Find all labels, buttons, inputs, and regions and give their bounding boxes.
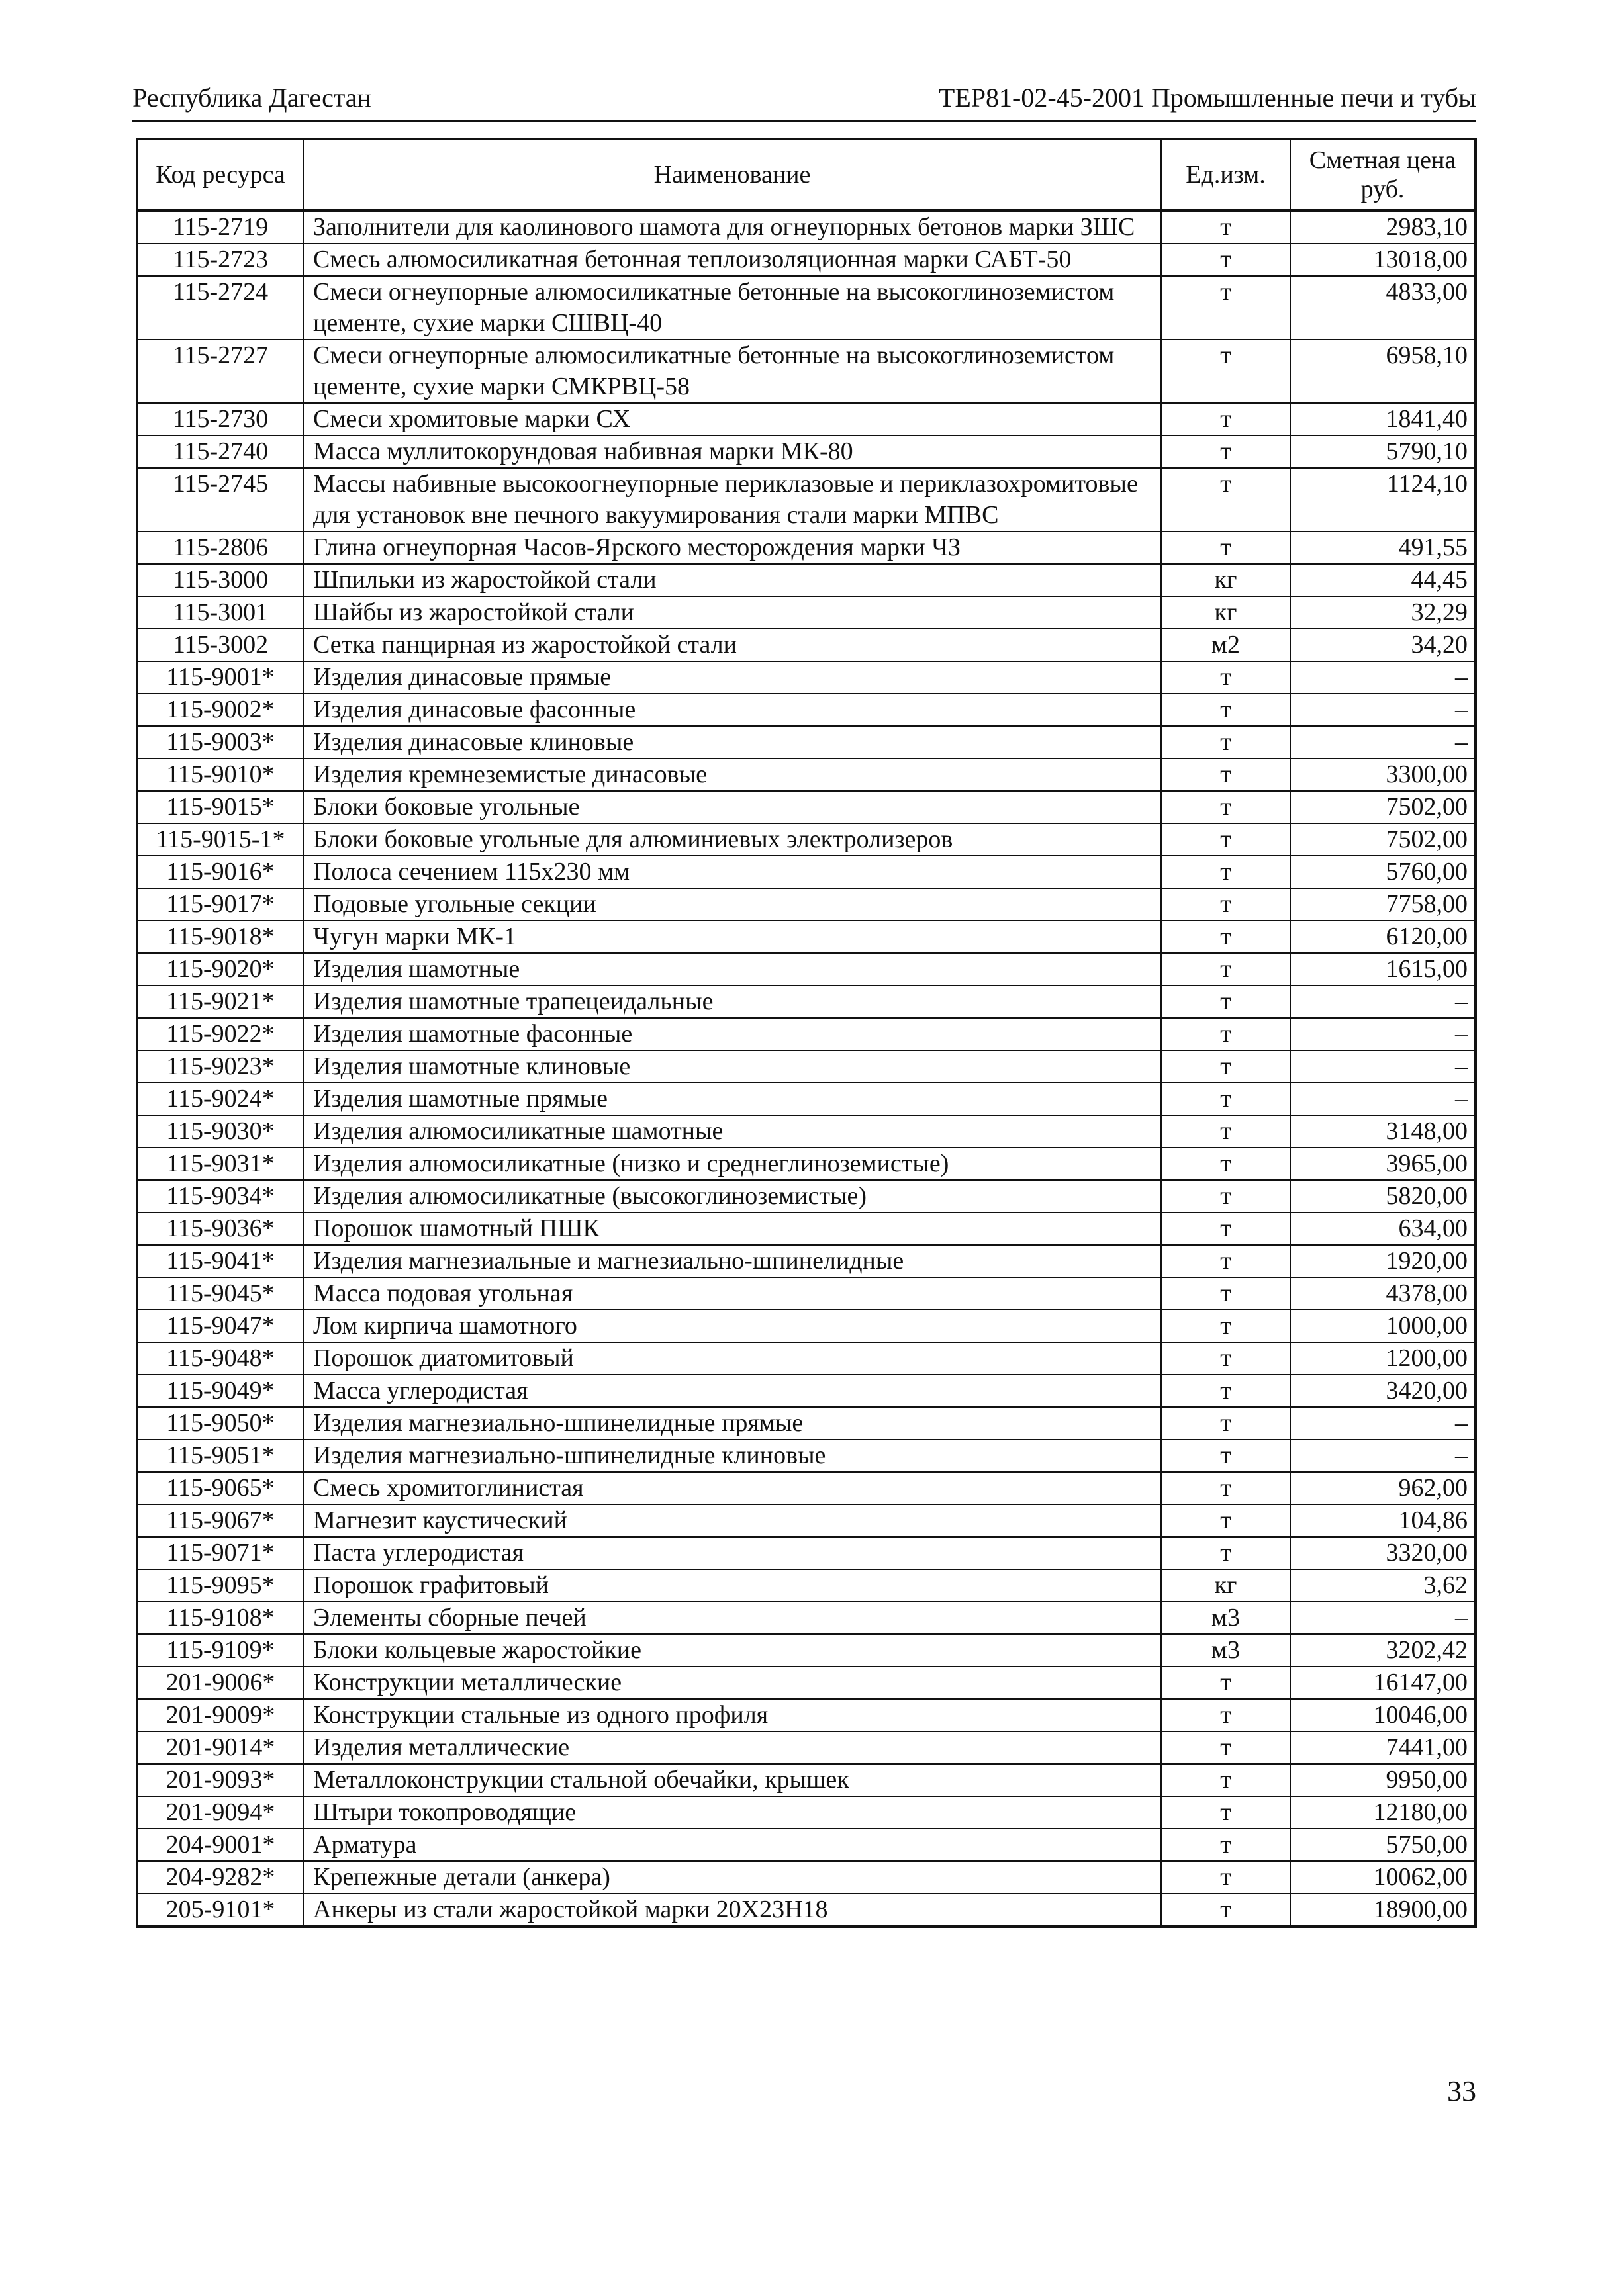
cell-price: 1615,00 bbox=[1290, 953, 1476, 986]
cell-name: Изделия динасовые фасонные bbox=[303, 694, 1161, 726]
cell-name: Глина огнеупорная Часов-Ярского месторождения марки ЧЗ bbox=[303, 531, 1161, 564]
cell-code: 115-2719 bbox=[137, 210, 303, 244]
table-row bbox=[137, 986, 1476, 1018]
cell-unit: т bbox=[1161, 823, 1290, 856]
cell-code: 115-9095* bbox=[137, 1569, 303, 1602]
cell-name: Подовые угольные секции bbox=[303, 888, 1161, 921]
table-row bbox=[137, 564, 1476, 596]
table-row bbox=[137, 1537, 1476, 1569]
cell-unit: т bbox=[1161, 1342, 1290, 1375]
cell-price: 16147,00 bbox=[1290, 1667, 1476, 1699]
cell-price: 18900,00 bbox=[1290, 1894, 1476, 1927]
cell-name: Блоки кольцевые жаростойкие bbox=[303, 1634, 1161, 1667]
cell-name: Чугун марки МК-1 bbox=[303, 921, 1161, 953]
cell-code: 115-9031* bbox=[137, 1148, 303, 1180]
cell-price: 32,29 bbox=[1290, 596, 1476, 629]
cell-unit: т bbox=[1161, 436, 1290, 468]
table-row bbox=[137, 1504, 1476, 1537]
cell-code: 115-9048* bbox=[137, 1342, 303, 1375]
table-row bbox=[137, 1407, 1476, 1440]
cell-code: 115-2723 bbox=[137, 244, 303, 276]
table-row bbox=[137, 1310, 1476, 1342]
table-row bbox=[137, 340, 1476, 403]
table-row bbox=[137, 210, 1476, 244]
cell-unit: м3 bbox=[1161, 1602, 1290, 1634]
cell-price: 6120,00 bbox=[1290, 921, 1476, 953]
table-row bbox=[137, 596, 1476, 629]
table-row bbox=[137, 1472, 1476, 1504]
cell-price: 3965,00 bbox=[1290, 1148, 1476, 1180]
table-row bbox=[137, 1602, 1476, 1634]
cell-unit: т bbox=[1161, 1018, 1290, 1050]
cell-code: 115-2730 bbox=[137, 403, 303, 436]
cell-price: 10046,00 bbox=[1290, 1699, 1476, 1731]
cell-unit: м3 bbox=[1161, 1634, 1290, 1667]
cell-unit: т bbox=[1161, 1829, 1290, 1861]
cell-code: 115-9036* bbox=[137, 1213, 303, 1245]
table-row bbox=[137, 403, 1476, 436]
cell-name: Смесь хромитоглинистая bbox=[303, 1472, 1161, 1504]
cell-name: Крепежные детали (анкера) bbox=[303, 1861, 1161, 1894]
cell-price: 1841,40 bbox=[1290, 403, 1476, 436]
cell-name: Паста углеродистая bbox=[303, 1537, 1161, 1569]
cell-unit: т bbox=[1161, 1537, 1290, 1569]
table-row bbox=[137, 1180, 1476, 1213]
cell-name: Смеси огнеупорные алюмосиликатные бетонные на высокоглиноземистом цементе, сухие марки СМКРВЦ-58 bbox=[303, 340, 1161, 403]
table-row bbox=[137, 1796, 1476, 1829]
table-row bbox=[137, 1018, 1476, 1050]
cell-name: Конструкции металлические bbox=[303, 1667, 1161, 1699]
cell-code: 115-9015-1* bbox=[137, 823, 303, 856]
column-header-name: Наименование bbox=[303, 139, 1161, 210]
cell-price: – bbox=[1290, 694, 1476, 726]
cell-name: Изделия шамотные фасонные bbox=[303, 1018, 1161, 1050]
header-region: Республика Дагестан bbox=[132, 83, 371, 113]
cell-name: Заполнители для каолинового шамота для огнеупорных бетонов марки ЗШС bbox=[303, 210, 1161, 244]
cell-code: 115-9051* bbox=[137, 1440, 303, 1472]
cell-code: 201-9094* bbox=[137, 1796, 303, 1829]
cell-price: – bbox=[1290, 661, 1476, 694]
cell-unit: т bbox=[1161, 921, 1290, 953]
cell-price: 3148,00 bbox=[1290, 1115, 1476, 1148]
table-row bbox=[137, 1861, 1476, 1894]
table-row bbox=[137, 1894, 1476, 1927]
cell-unit: т bbox=[1161, 1245, 1290, 1277]
cell-code: 115-3002 bbox=[137, 629, 303, 661]
table-row bbox=[137, 823, 1476, 856]
cell-price: 3202,42 bbox=[1290, 1634, 1476, 1667]
cell-price: – bbox=[1290, 1602, 1476, 1634]
cell-code: 115-9050* bbox=[137, 1407, 303, 1440]
cell-code: 115-9018* bbox=[137, 921, 303, 953]
cell-unit: т bbox=[1161, 276, 1290, 340]
cell-price: – bbox=[1290, 1083, 1476, 1115]
cell-unit: кг bbox=[1161, 1569, 1290, 1602]
cell-unit: т bbox=[1161, 1472, 1290, 1504]
cell-unit: т bbox=[1161, 1148, 1290, 1180]
cell-name: Магнезит каустический bbox=[303, 1504, 1161, 1537]
cell-price: 4833,00 bbox=[1290, 276, 1476, 340]
cell-unit: т bbox=[1161, 1213, 1290, 1245]
cell-price: 5820,00 bbox=[1290, 1180, 1476, 1213]
cell-price: 5750,00 bbox=[1290, 1829, 1476, 1861]
header-document-title: ТЕР81-02-45-2001 Промышленные печи и тубы bbox=[938, 83, 1476, 113]
cell-unit: т bbox=[1161, 1894, 1290, 1927]
column-header-code: Код ресурса bbox=[137, 139, 303, 210]
table-row bbox=[137, 1213, 1476, 1245]
cell-price: 3,62 bbox=[1290, 1569, 1476, 1602]
cell-code: 204-9282* bbox=[137, 1861, 303, 1894]
cell-unit: т bbox=[1161, 1083, 1290, 1115]
cell-unit: т bbox=[1161, 1115, 1290, 1148]
cell-price: 491,55 bbox=[1290, 531, 1476, 564]
cell-unit: т bbox=[1161, 1407, 1290, 1440]
table-row bbox=[137, 694, 1476, 726]
table-row bbox=[137, 468, 1476, 531]
table-row bbox=[137, 888, 1476, 921]
cell-code: 115-9049* bbox=[137, 1375, 303, 1407]
cell-name: Штыри токопроводящие bbox=[303, 1796, 1161, 1829]
cell-code: 115-9020* bbox=[137, 953, 303, 986]
cell-price: 7758,00 bbox=[1290, 888, 1476, 921]
cell-code: 115-9030* bbox=[137, 1115, 303, 1148]
cell-price: 962,00 bbox=[1290, 1472, 1476, 1504]
cell-price: 12180,00 bbox=[1290, 1796, 1476, 1829]
cell-unit: т bbox=[1161, 888, 1290, 921]
cell-name: Порошок шамотный ПШК bbox=[303, 1213, 1161, 1245]
cell-price: 7441,00 bbox=[1290, 1731, 1476, 1764]
cell-price: – bbox=[1290, 726, 1476, 758]
cell-unit: т bbox=[1161, 726, 1290, 758]
cell-price: 1200,00 bbox=[1290, 1342, 1476, 1375]
table-row bbox=[137, 1245, 1476, 1277]
cell-price: 1124,10 bbox=[1290, 468, 1476, 531]
cell-name: Изделия алюмосиликатные (низко и среднеглиноземистые) bbox=[303, 1148, 1161, 1180]
cell-code: 115-2745 bbox=[137, 468, 303, 531]
cell-unit: т bbox=[1161, 340, 1290, 403]
page-number: 33 bbox=[1447, 2075, 1476, 2107]
cell-name: Изделия шамотные bbox=[303, 953, 1161, 986]
table-row bbox=[137, 1569, 1476, 1602]
cell-name: Изделия алюмосиликатные шамотные bbox=[303, 1115, 1161, 1148]
table-row bbox=[137, 436, 1476, 468]
cell-price: 3420,00 bbox=[1290, 1375, 1476, 1407]
cell-code: 115-9003* bbox=[137, 726, 303, 758]
cell-price: 9950,00 bbox=[1290, 1764, 1476, 1796]
cell-name: Полоса сечением 115х230 мм bbox=[303, 856, 1161, 888]
cell-price: 1000,00 bbox=[1290, 1310, 1476, 1342]
cell-unit: т bbox=[1161, 403, 1290, 436]
cell-price: 104,86 bbox=[1290, 1504, 1476, 1537]
cell-unit: т bbox=[1161, 210, 1290, 244]
cell-name: Изделия шамотные клиновые bbox=[303, 1050, 1161, 1083]
cell-name: Блоки боковые угольные bbox=[303, 791, 1161, 823]
cell-price: – bbox=[1290, 1440, 1476, 1472]
table-row bbox=[137, 276, 1476, 340]
cell-name: Изделия магнезиально-шпинелидные прямые bbox=[303, 1407, 1161, 1440]
table-row bbox=[137, 1829, 1476, 1861]
cell-unit: т bbox=[1161, 1180, 1290, 1213]
cell-code: 115-3001 bbox=[137, 596, 303, 629]
cell-name: Массы набивные высокоогнеупорные периклазовые и периклазохромитовые для установок вне печного вакуумирования стали марки МПВС bbox=[303, 468, 1161, 531]
cell-price: 4378,00 bbox=[1290, 1277, 1476, 1310]
cell-code: 201-9093* bbox=[137, 1764, 303, 1796]
cell-name: Изделия металлические bbox=[303, 1731, 1161, 1764]
cell-unit: т bbox=[1161, 1277, 1290, 1310]
cell-price: 3320,00 bbox=[1290, 1537, 1476, 1569]
cell-unit: т bbox=[1161, 1796, 1290, 1829]
cell-unit: т bbox=[1161, 1731, 1290, 1764]
cell-unit: т bbox=[1161, 694, 1290, 726]
table-row bbox=[137, 791, 1476, 823]
cell-name: Изделия шамотные прямые bbox=[303, 1083, 1161, 1115]
table-row bbox=[137, 1375, 1476, 1407]
cell-unit: т bbox=[1161, 468, 1290, 531]
cell-name: Масса муллитокорундовая набивная марки МК-80 bbox=[303, 436, 1161, 468]
table-row bbox=[137, 661, 1476, 694]
table-row bbox=[137, 531, 1476, 564]
cell-name: Шпильки из жаростойкой стали bbox=[303, 564, 1161, 596]
table-row bbox=[137, 1277, 1476, 1310]
cell-name: Изделия кремнеземистые динасовые bbox=[303, 758, 1161, 791]
cell-price: 2983,10 bbox=[1290, 210, 1476, 244]
cell-code: 115-9045* bbox=[137, 1277, 303, 1310]
cell-code: 115-9022* bbox=[137, 1018, 303, 1050]
cell-code: 201-9006* bbox=[137, 1667, 303, 1699]
cell-name: Изделия динасовые прямые bbox=[303, 661, 1161, 694]
table-row bbox=[137, 629, 1476, 661]
cell-unit: т bbox=[1161, 1310, 1290, 1342]
table-row bbox=[137, 1440, 1476, 1472]
cell-price: 10062,00 bbox=[1290, 1861, 1476, 1894]
cell-code: 115-9041* bbox=[137, 1245, 303, 1277]
cell-unit: т bbox=[1161, 758, 1290, 791]
cell-code: 201-9009* bbox=[137, 1699, 303, 1731]
table-body bbox=[137, 210, 1476, 1927]
cell-code: 205-9101* bbox=[137, 1894, 303, 1927]
cell-unit: т bbox=[1161, 1667, 1290, 1699]
table-row bbox=[137, 1699, 1476, 1731]
cell-code: 115-9023* bbox=[137, 1050, 303, 1083]
table-row bbox=[137, 726, 1476, 758]
cell-price: – bbox=[1290, 1407, 1476, 1440]
cell-code: 115-9002* bbox=[137, 694, 303, 726]
cell-code: 115-9015* bbox=[137, 791, 303, 823]
cell-code: 115-9024* bbox=[137, 1083, 303, 1115]
cell-code: 115-3000 bbox=[137, 564, 303, 596]
cell-code: 115-2724 bbox=[137, 276, 303, 340]
cell-code: 115-9021* bbox=[137, 986, 303, 1018]
table-row bbox=[137, 1115, 1476, 1148]
cell-price: 7502,00 bbox=[1290, 791, 1476, 823]
cell-name: Изделия шамотные трапецеидальные bbox=[303, 986, 1161, 1018]
cell-price: 13018,00 bbox=[1290, 244, 1476, 276]
cell-price: 7502,00 bbox=[1290, 823, 1476, 856]
cell-price: 1920,00 bbox=[1290, 1245, 1476, 1277]
cell-name: Изделия магнезиально-шпинелидные клиновые bbox=[303, 1440, 1161, 1472]
cell-name: Металлоконструкции стальной обечайки, крышек bbox=[303, 1764, 1161, 1796]
table-header-row bbox=[137, 139, 1476, 210]
cell-unit: т bbox=[1161, 986, 1290, 1018]
table-row bbox=[137, 1342, 1476, 1375]
table-row bbox=[137, 1634, 1476, 1667]
cell-name: Смеси хромитовые марки СХ bbox=[303, 403, 1161, 436]
cell-code: 115-9047* bbox=[137, 1310, 303, 1342]
cell-unit: т bbox=[1161, 1440, 1290, 1472]
cell-unit: т bbox=[1161, 1050, 1290, 1083]
cell-name: Сетка панцирная из жаростойкой стали bbox=[303, 629, 1161, 661]
cell-name: Порошок графитовый bbox=[303, 1569, 1161, 1602]
cell-code: 115-9001* bbox=[137, 661, 303, 694]
cell-unit: т bbox=[1161, 856, 1290, 888]
cell-unit: т bbox=[1161, 1764, 1290, 1796]
table-row bbox=[137, 758, 1476, 791]
cell-name: Арматура bbox=[303, 1829, 1161, 1861]
cell-name: Конструкции стальные из одного профиля bbox=[303, 1699, 1161, 1731]
table-row bbox=[137, 1050, 1476, 1083]
cell-name: Смесь алюмосиликатная бетонная теплоизоляционная марки САБТ-50 bbox=[303, 244, 1161, 276]
cell-price: – bbox=[1290, 1050, 1476, 1083]
cell-price: 44,45 bbox=[1290, 564, 1476, 596]
table-row bbox=[137, 244, 1476, 276]
cell-code: 115-9010* bbox=[137, 758, 303, 791]
cell-name: Анкеры из стали жаростойкой марки 20Х23Н18 bbox=[303, 1894, 1161, 1927]
cell-code: 115-2806 bbox=[137, 531, 303, 564]
cell-name: Элементы сборные печей bbox=[303, 1602, 1161, 1634]
cell-name: Изделия динасовые клиновые bbox=[303, 726, 1161, 758]
column-header-unit: Ед.изм. bbox=[1161, 139, 1290, 210]
cell-name: Блоки боковые угольные для алюминиевых электролизеров bbox=[303, 823, 1161, 856]
cell-code: 115-2740 bbox=[137, 436, 303, 468]
table-row bbox=[137, 1083, 1476, 1115]
cell-unit: т bbox=[1161, 953, 1290, 986]
cell-price: 634,00 bbox=[1290, 1213, 1476, 1245]
cell-unit: т bbox=[1161, 791, 1290, 823]
cell-code: 115-9017* bbox=[137, 888, 303, 921]
column-header-price: Сметная цена руб. bbox=[1290, 139, 1476, 210]
price-table bbox=[136, 138, 1477, 1928]
cell-price: 3300,00 bbox=[1290, 758, 1476, 791]
table-row bbox=[137, 1764, 1476, 1796]
cell-price: 5760,00 bbox=[1290, 856, 1476, 888]
cell-unit: т bbox=[1161, 1699, 1290, 1731]
cell-unit: кг bbox=[1161, 564, 1290, 596]
page-header bbox=[132, 78, 1476, 118]
cell-name: Лом кирпича шамотного bbox=[303, 1310, 1161, 1342]
cell-unit: т bbox=[1161, 531, 1290, 564]
cell-unit: т bbox=[1161, 1375, 1290, 1407]
cell-code: 115-9016* bbox=[137, 856, 303, 888]
cell-name: Масса подовая угольная bbox=[303, 1277, 1161, 1310]
cell-unit: кг bbox=[1161, 596, 1290, 629]
cell-price: 34,20 bbox=[1290, 629, 1476, 661]
cell-code: 201-9014* bbox=[137, 1731, 303, 1764]
cell-price: 5790,10 bbox=[1290, 436, 1476, 468]
cell-code: 115-9108* bbox=[137, 1602, 303, 1634]
header-divider bbox=[132, 120, 1476, 122]
table-row bbox=[137, 856, 1476, 888]
cell-code: 115-2727 bbox=[137, 340, 303, 403]
cell-unit: т bbox=[1161, 661, 1290, 694]
table-row bbox=[137, 921, 1476, 953]
cell-name: Порошок диатомитовый bbox=[303, 1342, 1161, 1375]
cell-name: Масса углеродистая bbox=[303, 1375, 1161, 1407]
cell-code: 115-9065* bbox=[137, 1472, 303, 1504]
cell-code: 115-9034* bbox=[137, 1180, 303, 1213]
cell-unit: т bbox=[1161, 1504, 1290, 1537]
cell-unit: м2 bbox=[1161, 629, 1290, 661]
cell-price: – bbox=[1290, 1018, 1476, 1050]
cell-name: Шайбы из жаростойкой стали bbox=[303, 596, 1161, 629]
cell-code: 115-9071* bbox=[137, 1537, 303, 1569]
cell-code: 115-9109* bbox=[137, 1634, 303, 1667]
table-row bbox=[137, 953, 1476, 986]
table-row bbox=[137, 1731, 1476, 1764]
cell-price: – bbox=[1290, 986, 1476, 1018]
table-row bbox=[137, 1667, 1476, 1699]
cell-name: Смеси огнеупорные алюмосиликатные бетонные на высокоглиноземистом цементе, сухие марки СШВЦ-40 bbox=[303, 276, 1161, 340]
cell-name: Изделия магнезиальные и магнезиально-шпинелидные bbox=[303, 1245, 1161, 1277]
cell-code: 204-9001* bbox=[137, 1829, 303, 1861]
cell-price: 6958,10 bbox=[1290, 340, 1476, 403]
cell-unit: т bbox=[1161, 244, 1290, 276]
cell-unit: т bbox=[1161, 1861, 1290, 1894]
cell-code: 115-9067* bbox=[137, 1504, 303, 1537]
cell-name: Изделия алюмосиликатные (высокоглиноземистые) bbox=[303, 1180, 1161, 1213]
table-row bbox=[137, 1148, 1476, 1180]
